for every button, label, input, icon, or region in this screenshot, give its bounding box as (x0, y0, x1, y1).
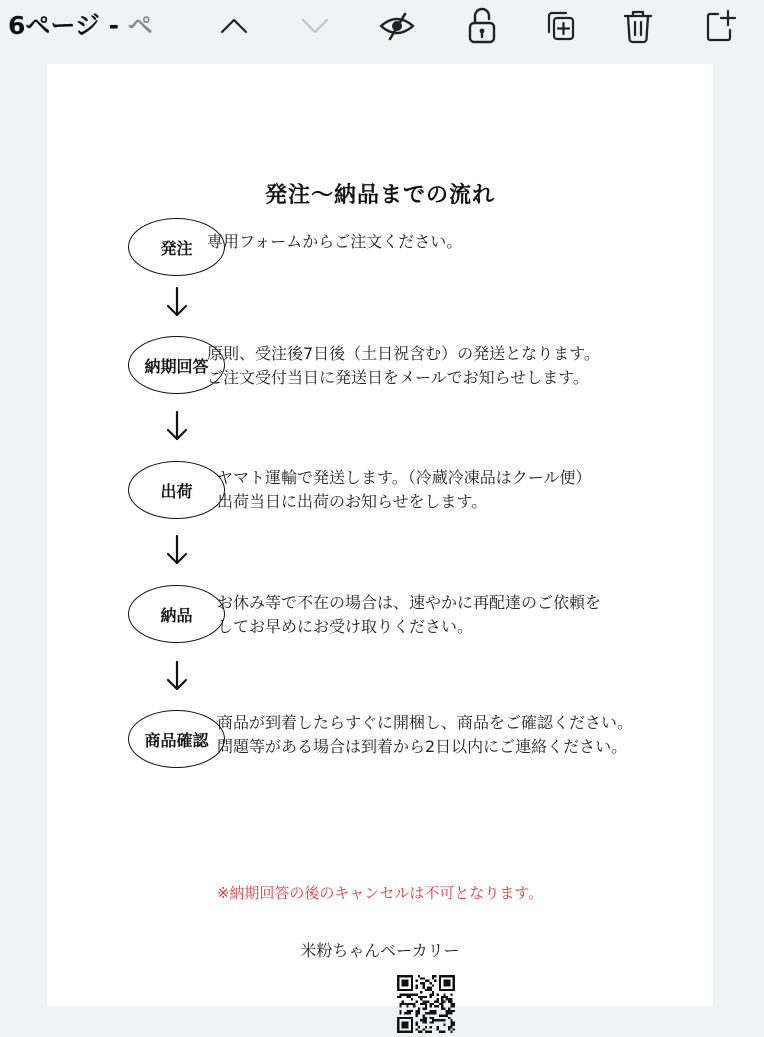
chevron-up-icon (219, 16, 249, 36)
flow-arrow (165, 410, 189, 442)
step-description-delivery (217, 591, 601, 639)
document-title: 発注〜納品までの流れ (264, 183, 495, 208)
step-description-line: 専用フォームからご注文ください。 (207, 232, 463, 251)
step-oval-shipping (128, 461, 225, 519)
delete-page-button[interactable] (616, 4, 660, 48)
add-page-icon (702, 8, 738, 44)
lock-page-button[interactable] (460, 4, 504, 48)
qr-code-icon (396, 975, 456, 1033)
step-description-shipping (217, 466, 591, 514)
flow-arrow (165, 660, 189, 692)
chevron-down-icon (300, 16, 330, 36)
flow-arrow (165, 286, 189, 318)
next-page-button[interactable] (293, 4, 337, 48)
eye-slash-icon (377, 11, 417, 41)
unlock-icon (466, 7, 498, 45)
page-title-faded-text: ペ (127, 11, 153, 40)
duplicate-page-button[interactable] (538, 4, 582, 48)
cancellation-warning: ※納期回答の後のキャンセルは不可となります。 (216, 884, 544, 902)
step-label: 出荷 (160, 481, 193, 501)
step-description-line: ご注文受付当日に発送日をメールでお知らせします。 (207, 368, 589, 387)
add-page-button[interactable] (698, 4, 742, 48)
page-title-text: 6ページ - (8, 11, 128, 40)
step-description-order (207, 230, 462, 254)
step-oval-product-check (128, 710, 225, 768)
hide-page-button[interactable] (375, 4, 419, 48)
step-description-line: してお早めにお受け取りください。 (217, 617, 474, 636)
page-title[interactable] (8, 9, 190, 43)
previous-page-button[interactable] (212, 4, 256, 48)
step-label: 納期回答 (144, 356, 209, 376)
step-description-product-check (217, 711, 633, 759)
step-description-delivery-reply (207, 342, 600, 390)
step-label: 発注 (160, 238, 193, 258)
duplicate-icon (542, 8, 578, 44)
step-description-line: 原則、受注後7日後（土日祝含む）の発送となります。 (207, 344, 600, 363)
document-page[interactable] (47, 64, 713, 1006)
step-oval-delivery (128, 585, 225, 643)
step-description-line: 問題等がある場合は到着から2日以内にご連絡ください。 (217, 737, 628, 756)
shop-name: 米粉ちゃんベーカリー (300, 941, 460, 960)
step-description-line: 出荷当日に出荷のお知らせをします。 (217, 492, 488, 511)
step-description-line: 商品が到着したらすぐに開梱し、商品をご確認ください。 (217, 713, 634, 732)
step-description-line: お休み等で不在の場合は、速やかに再配達のご依頼を (217, 593, 602, 612)
step-label: 納品 (160, 605, 193, 625)
top-toolbar (0, 0, 764, 52)
flow-arrow (165, 534, 189, 566)
trash-icon (621, 7, 655, 45)
step-label: 商品確認 (144, 730, 209, 750)
step-description-line: ヤマト運輸で発送します。（冷蔵冷凍品はクール便） (217, 468, 592, 487)
